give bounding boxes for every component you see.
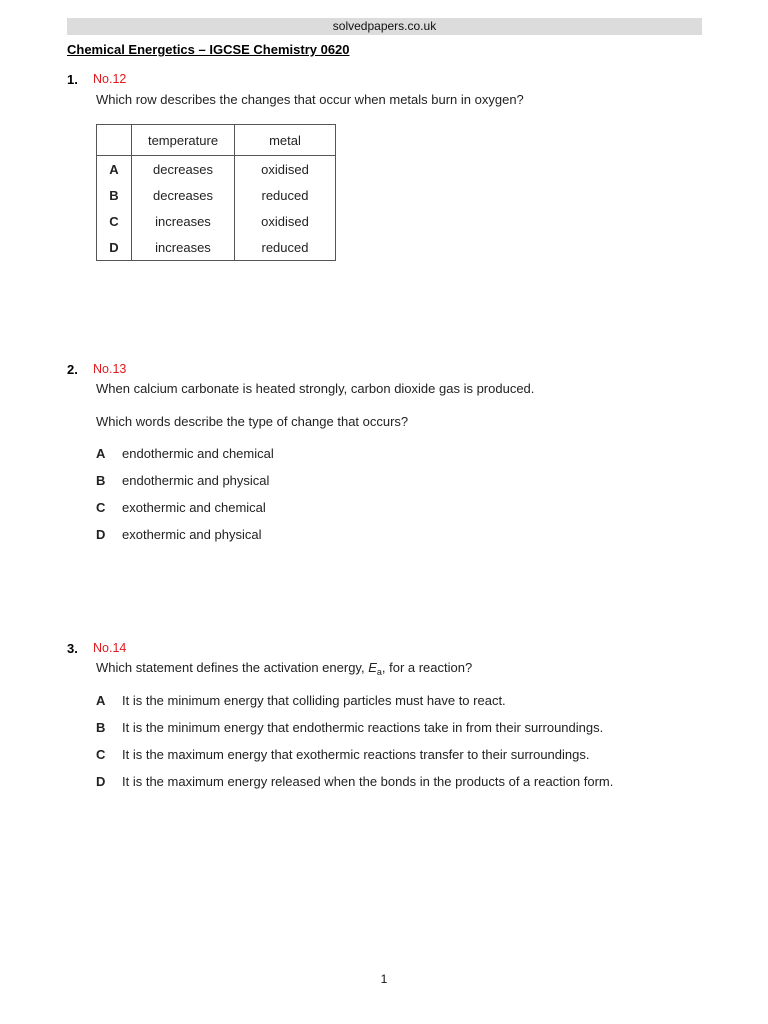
table-row: [97, 182, 336, 208]
header-bar: [67, 18, 702, 35]
site-name: solvedpapers.co.uk: [332, 19, 437, 33]
activation-energy-symbol: E: [368, 660, 377, 675]
table-header-row: [97, 125, 336, 156]
option-letter: C: [96, 747, 106, 762]
option-letter: A: [96, 446, 106, 461]
page-number: 1: [380, 972, 388, 986]
table-header-cell: metal: [235, 125, 336, 156]
question-ref: No.13: [93, 362, 127, 376]
table-cell: oxidised: [261, 213, 309, 229]
option-text: It is the maximum energy that exothermic reactions transfer to their surroundings.: [122, 747, 590, 762]
option-text: It is the minimum energy that endothermic reactions take in from their surroundings.: [122, 720, 604, 735]
table-cell: A: [97, 156, 132, 183]
question-ref: No.12: [93, 72, 127, 86]
option-a: [96, 693, 506, 708]
question-prompt: Which words describe the type of change that occurs?: [96, 414, 409, 429]
table-cell: reduced: [261, 187, 309, 203]
table-cell: increases: [132, 208, 235, 234]
option-text: endothermic and chemical: [122, 446, 274, 461]
option-text: It is the maximum energy released when the bonds in the products of a reaction form.: [122, 774, 614, 789]
table-cell: decreases: [132, 156, 235, 183]
option-d: [96, 527, 261, 542]
table-cell: decreases: [132, 182, 235, 208]
option-c: [96, 500, 266, 515]
document-title: Chemical Energetics – IGCSE Chemistry 0620: [67, 42, 350, 57]
table-header-cell: temperature: [132, 125, 235, 156]
question-number: 2.: [67, 362, 78, 377]
option-letter: B: [96, 720, 106, 735]
option-text: endothermic and physical: [122, 473, 270, 488]
option-letter: B: [96, 473, 106, 488]
option-letter: D: [96, 527, 106, 542]
option-text: exothermic and chemical: [122, 500, 266, 515]
option-letter: D: [96, 774, 106, 789]
option-text: exothermic and physical: [122, 527, 262, 542]
option-c: [96, 747, 589, 762]
answer-table: [96, 124, 336, 261]
question-text: [96, 660, 472, 677]
option-letter: C: [96, 500, 106, 515]
option-a: [96, 446, 274, 461]
table-header-cell: [97, 125, 132, 156]
option-text: It is the minimum energy that colliding particles must have to react.: [122, 693, 506, 708]
question-number: 3.: [67, 641, 78, 656]
option-b: [96, 720, 603, 735]
table-row: [97, 156, 336, 183]
option-letter: A: [96, 693, 106, 708]
table-cell: D: [97, 234, 132, 261]
option-d: [96, 774, 613, 789]
table-cell: increases: [132, 234, 235, 261]
table-cell: oxidised: [261, 161, 309, 177]
option-b: [96, 473, 269, 488]
table-cell: C: [97, 208, 132, 234]
activation-energy-subscript: a: [376, 667, 382, 677]
question-text: When calcium carbonate is heated strongly, carbon dioxide gas is produced.: [96, 381, 535, 396]
table-row: [97, 208, 336, 234]
question-ref: No.14: [93, 641, 127, 655]
table-cell: B: [97, 182, 132, 208]
question-text-after: , for a reaction?: [381, 660, 473, 675]
question-text-before: Which statement defines the activation energy,: [96, 660, 369, 675]
question-text: Which row describes the changes that occur when metals burn in oxygen?: [96, 92, 524, 107]
question-number: 1.: [67, 72, 78, 87]
table-row: [97, 234, 336, 261]
table-cell: reduced: [261, 239, 309, 255]
